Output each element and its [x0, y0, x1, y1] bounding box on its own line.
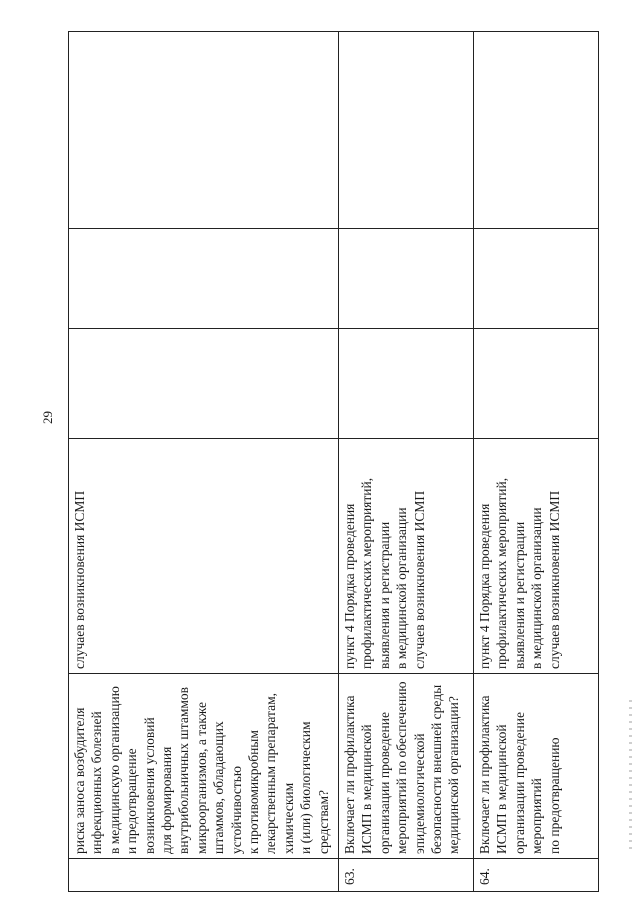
answer-cell-yes: [69, 329, 339, 439]
question-line: риска заноса возбудителя: [72, 707, 87, 854]
question-cell: [339, 674, 474, 859]
answer-cell-no: [474, 229, 599, 329]
question-line: в медицинскую организацию: [106, 686, 122, 854]
question-line: средствам?: [315, 789, 331, 854]
question-line: внутрибольничных штаммов: [176, 686, 192, 854]
reference-line: выявления и регистрации: [511, 521, 527, 669]
note-cell: [474, 32, 599, 229]
row-number: 63.: [339, 859, 474, 892]
answer-cell-no: [339, 229, 474, 329]
question-line: медицинской организации?: [446, 696, 462, 854]
page-number: 29: [40, 411, 55, 424]
question-line: безопасности внешней среды: [429, 684, 445, 854]
reference-line: в медицинской организации: [394, 507, 410, 669]
question-line: устойчивостью: [228, 766, 244, 854]
question-line: эпидемиологической: [411, 733, 427, 854]
question-line: для формирования: [159, 746, 175, 854]
table-row: [339, 32, 474, 892]
answer-cell-yes: [339, 329, 474, 439]
question-line: мероприятий: [529, 778, 545, 854]
requirements-table: [68, 31, 599, 892]
note-cell: [69, 32, 339, 229]
reference-line: случаев возникновения ИСМП: [411, 490, 427, 669]
note-cell: [339, 32, 474, 229]
question-line: организации проведение: [376, 712, 392, 854]
question-line: и (или) биологическим: [298, 721, 314, 854]
table-row: [474, 32, 599, 892]
question-line: инфекционных болезней: [89, 711, 105, 854]
question-line: к противомикробным: [246, 730, 262, 854]
answer-cell-no: [69, 229, 339, 329]
question-cell: [69, 674, 339, 859]
question-line: ИСМП в медицинской: [359, 724, 375, 854]
rotated-table-wrapper: [68, 32, 598, 892]
table-row: [69, 32, 339, 892]
question-line: микроорганизмов, а также: [193, 702, 209, 854]
reference-line: пункт 4 Порядка проведения: [477, 503, 492, 669]
reference-line: профилактических мероприятий,: [359, 477, 375, 669]
question-line: химическим: [280, 782, 296, 854]
question-line: ИСМП в медицинской: [494, 724, 510, 854]
scan-artifact: [629, 700, 632, 850]
question-line: штаммов, обладающих: [211, 721, 227, 854]
question-line: и предотвращение: [124, 748, 140, 854]
question-line: возникновения условий: [141, 717, 157, 854]
question-line: организации проведение: [511, 712, 527, 854]
reference-cell: [339, 439, 474, 674]
question-line: Включает ли профилактика: [342, 695, 357, 854]
row-number: 64.: [474, 859, 599, 892]
question-cell: [474, 674, 599, 859]
reference-line: пункт 4 Порядка проведения: [342, 503, 357, 669]
question-line: по предотвращению: [546, 737, 562, 854]
reference-line: случаев возникновения ИСМП: [72, 490, 87, 669]
reference-line: профилактических мероприятий,: [494, 477, 510, 669]
question-line: мероприятий по обеспечению: [394, 681, 410, 854]
reference-cell: [69, 439, 339, 674]
question-line: лекарственным препаратам,: [263, 693, 279, 854]
reference-line: в медицинской организации: [529, 507, 545, 669]
row-number: [69, 859, 339, 892]
answer-cell-yes: [474, 329, 599, 439]
reference-line: выявления и регистрации: [376, 521, 392, 669]
reference-cell: [474, 439, 599, 674]
reference-line: случаев возникновения ИСМП: [546, 490, 562, 669]
question-line: Включает ли профилактика: [477, 695, 492, 854]
